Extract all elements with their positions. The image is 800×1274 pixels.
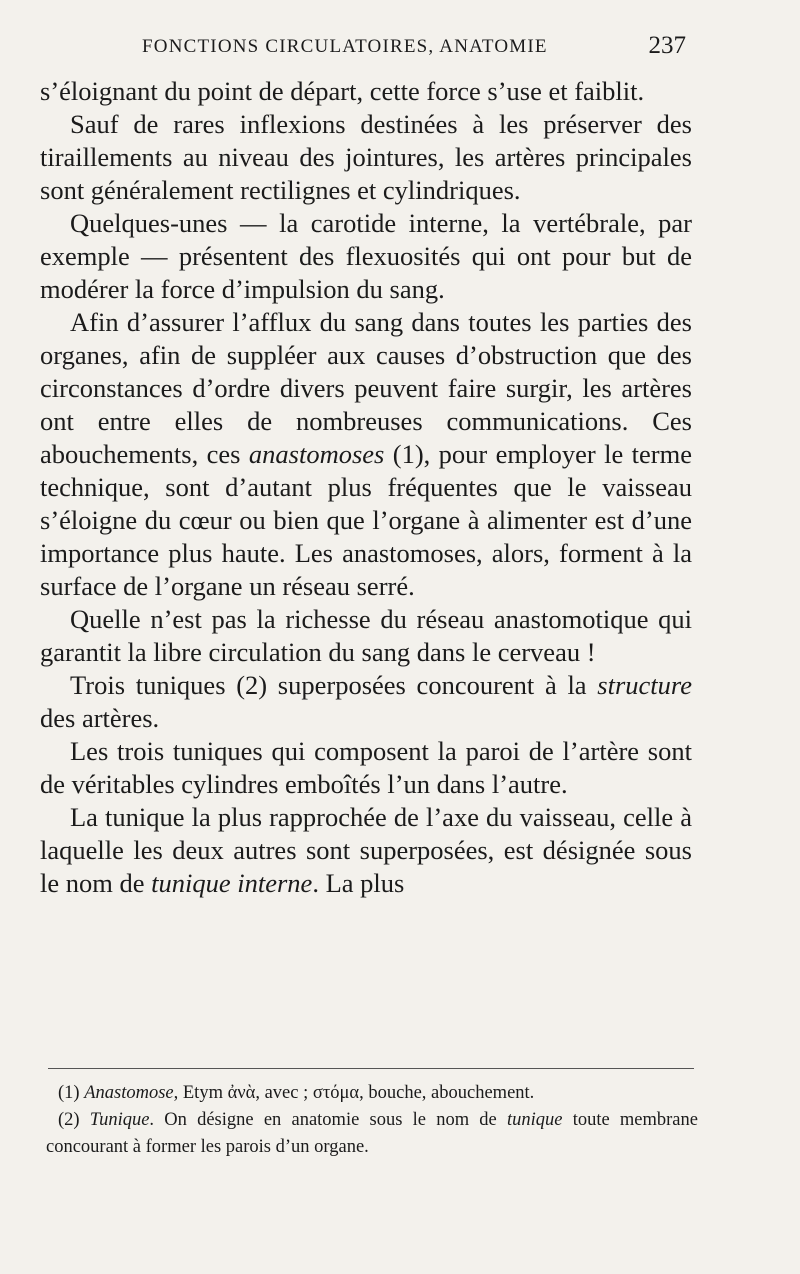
footnote-1-mark: (1)	[58, 1083, 80, 1103]
paragraph-6-text-b: des artères.	[40, 703, 160, 733]
paragraph-4	[40, 306, 692, 603]
paragraph-7: Les trois tuniques qui composent la paroi de l’artère sont de véritables cylindres emboîtés l’un dans l’autre.	[40, 736, 692, 799]
paragraph-3: Quelques-unes — la carotide interne, la vertébrale, par exemple — présentent des flexuosités qui ont pour but de modérer la force d’impulsion du sang.	[40, 208, 692, 304]
footnote-2-text-b: toute membrane concourant à former les parois d’un organe.	[46, 1110, 698, 1157]
footnote-2-term-2: tunique	[506, 1110, 563, 1130]
paragraph-4-text-a: Afin d’assurer l’afflux du sang dans toutes les parties des organes, afin de suppléer aux causes d’obstruction que des circonstances d’ordre divers peuvent faire surgir, les artères ont entre elles de nombreuses communications. Ces abouchements, ces	[40, 307, 692, 469]
footnote-1-term: Anastomose	[84, 1083, 174, 1103]
paragraph-6-text-a: Trois tuniques (2) superposées concourent à la	[70, 670, 587, 700]
running-head: FONCTIONS CIRCULATOIRES, ANATOMIE	[142, 36, 548, 57]
footnote-2-text-a: . On désigne en anatomie sous le nom de	[149, 1110, 507, 1130]
paragraph-1: s’éloignant du point de départ, cette force s’use et faiblit.	[40, 76, 645, 106]
footnote-rule	[48, 1068, 694, 1069]
footnote-1	[46, 1080, 698, 1107]
term-structure: structure	[597, 670, 692, 700]
page-number: 237	[648, 32, 686, 59]
paragraph-2: Sauf de rares inflexions destinées à les préserver des tiraillements au niveau des jointures, les artères principales sont généralement rectilignes et cylindriques.	[40, 109, 692, 205]
footnote-2-term: Tunique	[89, 1110, 150, 1130]
paragraph-4-text-b: (1), pour employer le terme technique, sont d’autant plus fréquentes que le vaisseau s’éloigne du cœur ou bien que l’organe à alimenter est d’une importance plus haute. Les anastomoses, alors, forment à la surface de l’organe un réseau serré.	[40, 439, 693, 601]
term-tunique-interne: tunique interne	[151, 868, 313, 898]
footnote-2-mark: (2)	[58, 1110, 80, 1130]
term-anastomoses: anastomoses	[248, 439, 385, 469]
paragraph-5: Quelle n’est pas la richesse du réseau anastomotique qui garantit la libre circulation du sang dans le cerveau !	[40, 604, 692, 667]
footnote-2	[46, 1107, 698, 1161]
paragraph-8-text-b: . La plus	[312, 868, 405, 898]
page-header	[40, 34, 688, 64]
paragraph-6	[40, 669, 692, 735]
paragraph-8-text-a: La tunique la plus rapprochée de l’axe du vaisseau, celle à laquelle les deux autres sont superposées, est désignée sous le nom de	[40, 802, 692, 898]
body-text	[40, 75, 692, 900]
paragraph-8	[40, 801, 692, 900]
footnotes	[46, 1080, 698, 1161]
footnote-1-text: , Etym ἀνὰ, avec ; στόμα, bouche, abouchement.	[173, 1083, 535, 1103]
